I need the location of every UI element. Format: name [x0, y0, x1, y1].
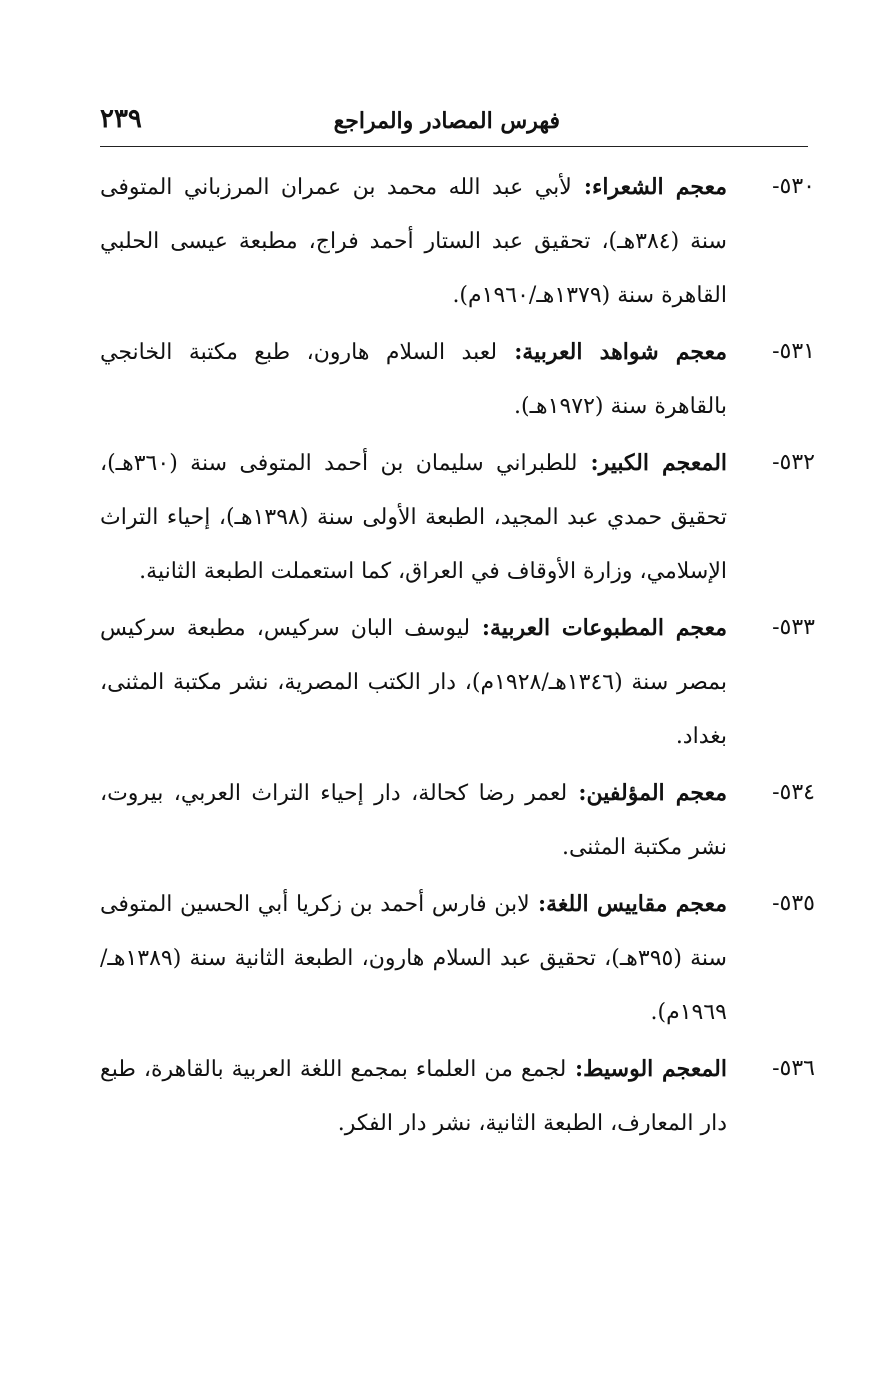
entry-number: ٥٣٤-	[772, 780, 815, 805]
entry-number: ٥٣١-	[772, 339, 815, 364]
entry-text: للطبراني سليمان بن أحمد المتوفى سنة (٣٦٠هـ)، تحقيق حمدي عبد المجيد، الطبعة الأولى سنة (١٣٩٨هـ)، إحياء التراث الإسلامي، وزارة الأوقاف في العراق، كما استعملت الطبعة الثانية.	[100, 451, 727, 584]
entry-number: ٥٣٠-	[772, 174, 815, 199]
bibliography-list	[100, 160, 815, 1153]
bibliography-entry	[100, 877, 815, 1040]
entry-title: معجم المؤلفين:	[567, 780, 728, 806]
entry-number: ٥٣٥-	[772, 891, 815, 916]
bibliography-entry	[100, 766, 815, 875]
entry-number: ٥٣٦-	[772, 1056, 815, 1081]
entry-title: المعجم الوسيط:	[566, 1056, 727, 1082]
bibliography-entry	[100, 436, 815, 599]
entry-number: ٥٣٣-	[772, 615, 815, 640]
entry-title: معجم مقاييس اللغة:	[529, 891, 727, 917]
bibliography-entry	[100, 160, 815, 323]
bibliography-entry	[100, 325, 815, 434]
header-rule	[100, 146, 808, 147]
entry-title: معجم شواهد العربية:	[497, 339, 727, 365]
bibliography-entry	[100, 601, 815, 764]
running-title: فهرس المصادر والمراجع	[333, 108, 560, 134]
entry-text: ليوسف البان سركيس، مطبعة سركيس بمصر سنة (١٣٤٦هـ/١٩٢٨م)، دار الكتب المصرية، نشر مكتبة المثنى، بغداد.	[100, 616, 727, 749]
page-number: ٢٣٩	[100, 104, 142, 134]
entry-title: معجم الشعراء:	[571, 174, 728, 200]
entry-text: لابن فارس أحمد بن زكريا أبي الحسين المتوفى سنة (٣٩٥هـ)، تحقيق عبد السلام هارون، الطبعة الثانية سنة (١٣٨٩هـ/١٩٦٩م).	[100, 892, 727, 1025]
entry-title: المعجم الكبير:	[577, 450, 728, 476]
entry-text: لجمع من العلماء بمجمع اللغة العربية بالقاهرة، طبع دار المعارف، الطبعة الثانية، نشر دار الفكر.	[100, 1057, 727, 1136]
page-header	[100, 100, 808, 148]
entry-text: لعمر رضا كحالة، دار إحياء التراث العربي، بيروت، نشر مكتبة المثنى.	[100, 781, 727, 860]
entry-text: لعبد السلام هارون، طبع مكتبة الخانجي بالقاهرة سنة (١٩٧٢هـ).	[100, 340, 727, 419]
entry-text: لأبي عبد الله محمد بن عمران المرزباني المتوفى سنة (٣٨٤هـ)، تحقيق عبد الستار أحمد فراج، مطبعة عيسى الحلبي القاهرة سنة (١٣٧٩هـ/١٩٦٠م).	[100, 175, 727, 308]
entry-title: معجم المطبوعات العربية:	[470, 615, 727, 641]
bibliography-entry	[100, 1042, 815, 1151]
entry-number: ٥٣٢-	[772, 450, 815, 475]
